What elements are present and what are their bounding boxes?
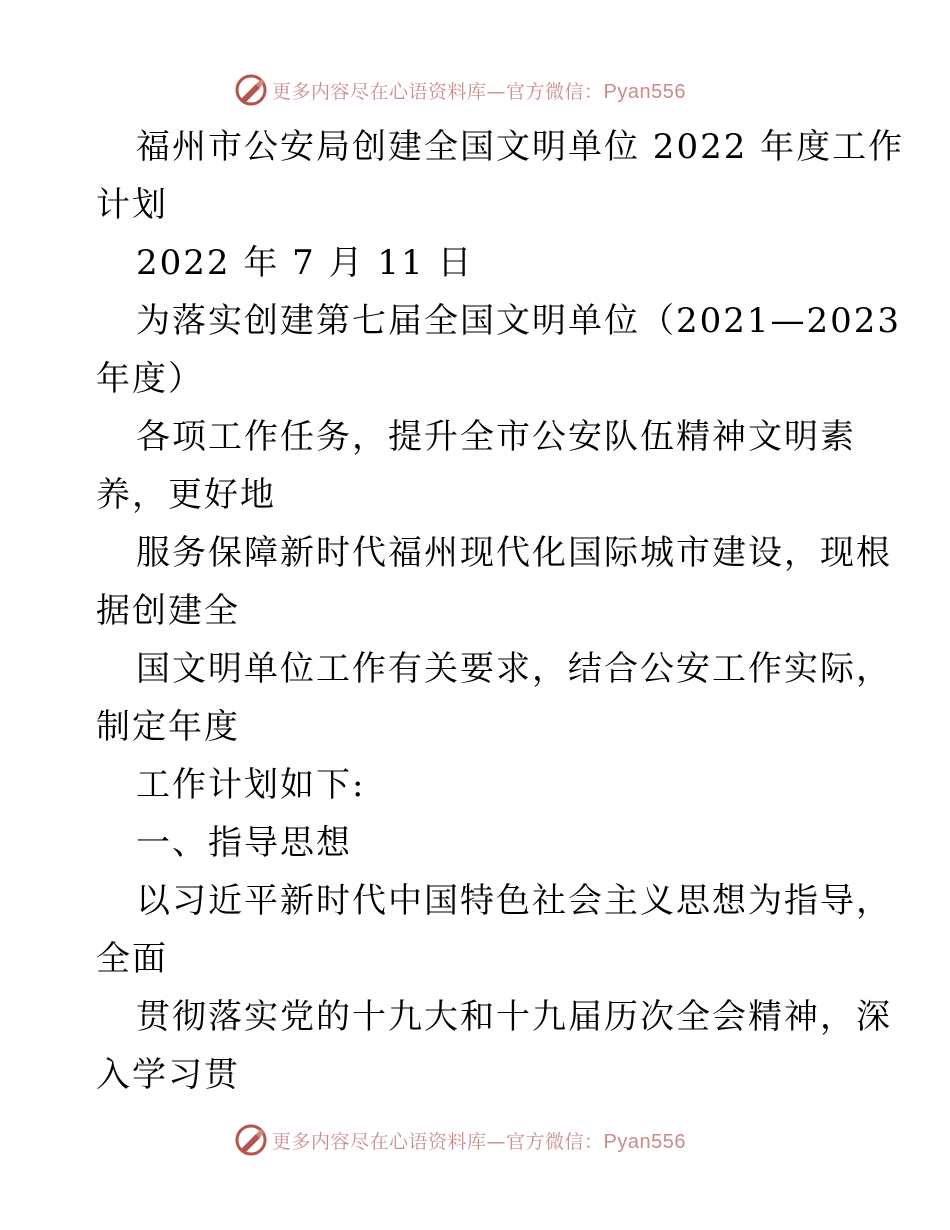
paragraph-line: 养，更好地 [96, 475, 276, 515]
paragraph-line: 以习近平新时代中国特色社会主义思想为指导， [136, 881, 892, 921]
watermark-header [234, 70, 686, 110]
paragraph-line: 贯彻落实党的十九大和十九届历次全会精神，深 [136, 997, 892, 1037]
title-line-2: 计划 [96, 185, 168, 225]
watermark-footer [234, 1120, 686, 1160]
paragraph-line: 制定年度 [96, 707, 240, 747]
watermark-text: 更多内容尽在心语资料库—官方微信： [272, 80, 604, 103]
date-line: 2022 年 7 月 11 日 [136, 243, 474, 283]
paragraph-line: 据创建全 [96, 591, 240, 631]
paragraph-line: 为落实创建第七届全国文明单位（2021—2023 [136, 301, 902, 341]
section-heading: 一、指导思想 [136, 823, 352, 863]
document-body [96, 118, 905, 1104]
title-line-1: 福州市公安局创建全国文明单位 2022 年度工作 [136, 127, 905, 167]
pen-logo-icon [234, 73, 268, 107]
watermark-text: 更多内容尽在心语资料库—官方微信： [272, 1130, 604, 1153]
watermark-id: Pyan556 [603, 1130, 686, 1153]
paragraph-line: 全面 [96, 939, 168, 979]
paragraph-line: 年度） [96, 359, 204, 399]
paragraph-line: 国文明单位工作有关要求，结合公安工作实际， [136, 649, 892, 689]
paragraph-line: 服务保障新时代福州现代化国际城市建设，现根 [136, 533, 892, 573]
watermark-id: Pyan556 [603, 80, 686, 103]
pen-logo-icon [234, 1123, 268, 1157]
paragraph-line: 各项工作任务，提升全市公安队伍精神文明素 [136, 417, 856, 457]
paragraph-line: 工作计划如下: [136, 765, 366, 805]
paragraph-line: 入学习贯 [96, 1055, 240, 1095]
